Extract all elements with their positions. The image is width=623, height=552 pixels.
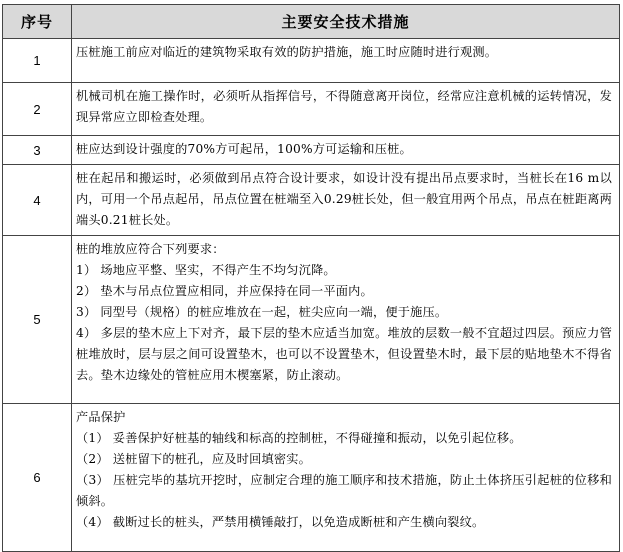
- row-content: [72, 236, 620, 404]
- content-line: （3） 压桩完毕的基坑开挖时，应制定合理的施工顺序和技术措施，防止土体挤压引起桩的位移和倾斜。: [76, 473, 612, 508]
- content-line: （2） 送桩留下的桩孔，应及时回填密实。: [76, 452, 312, 466]
- safety-measures-sheet: [2, 4, 619, 552]
- content-line: 2） 垫木与吊点位置应相同，并应保持在同一平面内。: [76, 284, 373, 298]
- header-serial-number: 序号: [3, 5, 72, 39]
- row-number: 5: [3, 236, 72, 404]
- row-number: 1: [3, 39, 72, 83]
- content-line: （4） 截断过长的桩头，严禁用横锤敲打，以免造成断桩和产生横向裂纹。: [76, 515, 485, 529]
- row-number: 4: [3, 165, 72, 236]
- content-line: 3） 同型号（规格）的桩应堆放在一起，桩尖应向一端，便于施压。: [76, 305, 448, 319]
- content-line: 1） 场地应平整、坚实，不得产生不均匀沉降。: [76, 263, 336, 277]
- content-line: 桩在起吊和搬运时，必须做到吊点符合设计要求，如设计没有提出吊点要求时，当桩长在16 m以内，可用一个吊点起吊，吊点位置在桩端至入0.29桩长处，但一般宜用两个吊点，吊点在桩距离两端头0.21桩长处。: [76, 171, 612, 227]
- row-content: [72, 136, 620, 165]
- content-line: 4） 多层的垫木应上下对齐，最下层的垫木应适当加宽。堆放的层数一般不宜超过四层。预应力管桩堆放时，层与层之间可设置垫木，也可以不设置垫木，但设置垫木时，最下层的贴地垫木不得省去。垫木边缘处的管桩应用木楔塞紧，防止滚动。: [76, 326, 612, 382]
- row-content: [72, 83, 620, 136]
- safety-measures-table: [2, 4, 620, 552]
- table-row: [3, 404, 620, 552]
- row-number: 6: [3, 404, 72, 552]
- content-line: 桩的堆放应符合下列要求：: [76, 242, 225, 256]
- table-header-row: [3, 5, 620, 39]
- row-number: 3: [3, 136, 72, 165]
- table-row: [3, 236, 620, 404]
- row-content: [72, 39, 620, 83]
- content-line: 机械司机在施工操作时，必须听从指挥信号，不得随意离开岗位，经常应注意机械的运转情况，发现异常应立即检查处理。: [76, 89, 612, 124]
- content-line: 产品保护: [76, 410, 126, 424]
- table-row: [3, 83, 620, 136]
- content-line: （1） 妥善保护好桩基的轴线和标高的控制桩，不得碰撞和振动，以免引起位移。: [76, 431, 522, 445]
- table-row: [3, 136, 620, 165]
- row-content: [72, 165, 620, 236]
- header-safety-measures: 主要安全技术措施: [72, 5, 620, 39]
- table-row: [3, 39, 620, 83]
- content-line: 桩应达到设计强度的70%方可起吊，100%方可运输和压桩。: [76, 142, 412, 156]
- row-number: 2: [3, 83, 72, 136]
- content-line: 压桩施工前应对临近的建筑物采取有效的防护措施，施工时应随时进行观测。: [76, 45, 498, 59]
- table-row: [3, 165, 620, 236]
- row-content: [72, 404, 620, 552]
